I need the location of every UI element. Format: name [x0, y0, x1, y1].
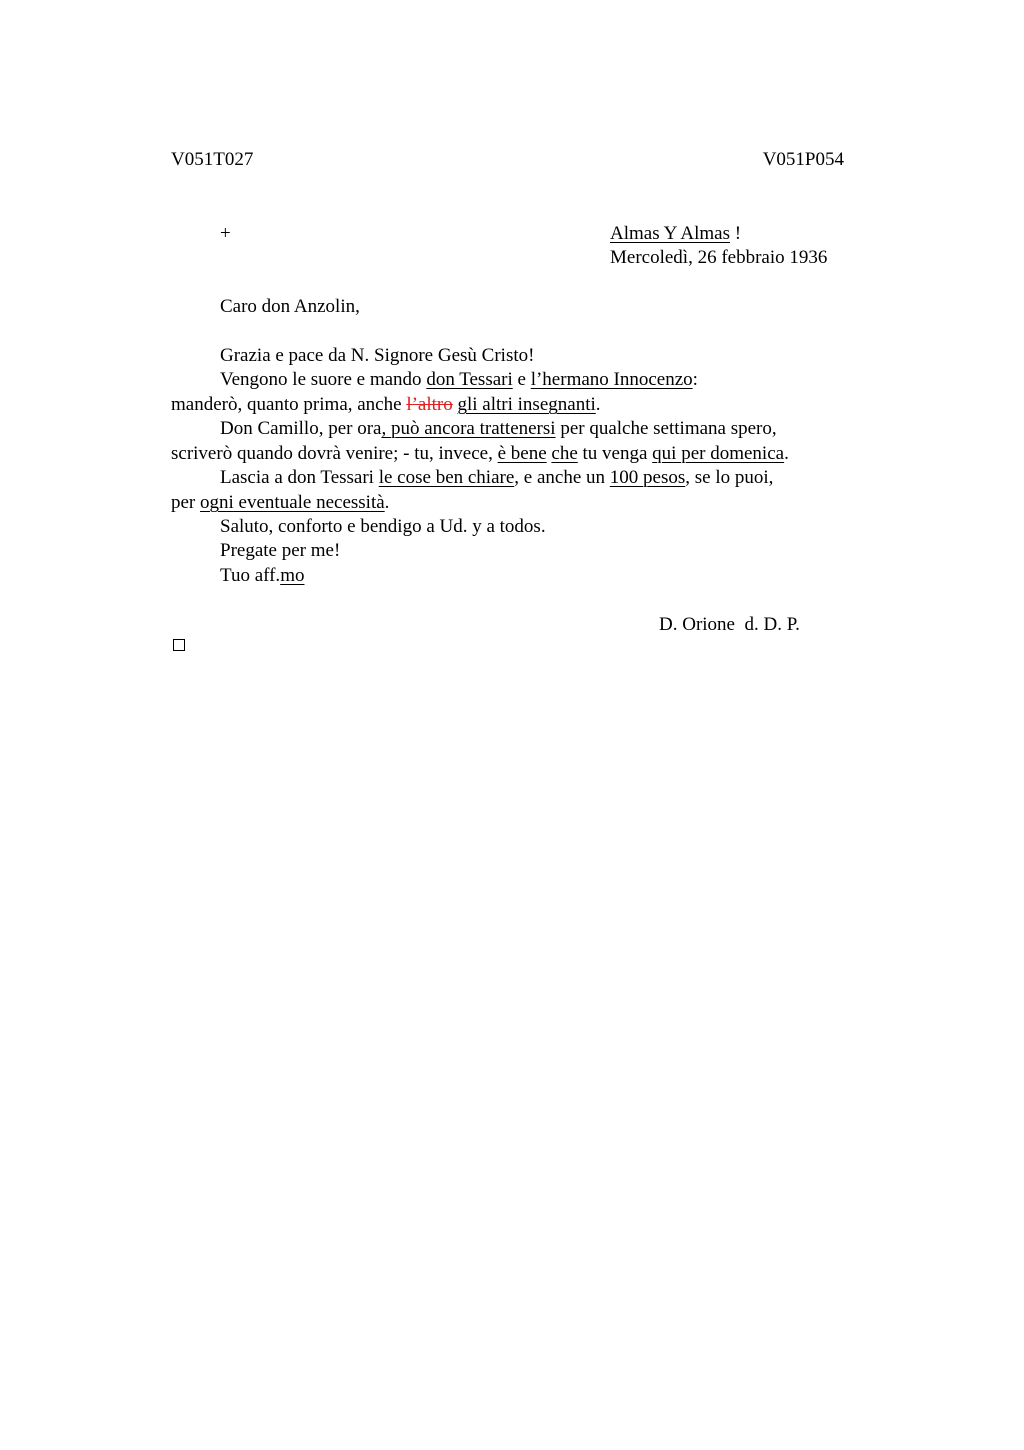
underlined-segment: è bene [497, 443, 547, 464]
text-segment: . [384, 492, 390, 513]
text-segment: : [692, 369, 698, 390]
text-segment: . [784, 443, 789, 464]
underlined-segment: le cose ben chiare [378, 467, 515, 488]
motto-suffix: ! [729, 223, 742, 244]
underlined-segment: l’hermano Innocenzo [530, 369, 693, 390]
text-segment: manderò, quanto prima, anche [171, 394, 407, 415]
underlined-segment: qui per domenica [652, 443, 785, 464]
underlined-segment: che [551, 443, 578, 464]
underlined-segment: ogni eventuale necessità [200, 492, 385, 513]
text-segment: Vengono le suore e mando [220, 369, 427, 390]
document-code-left: V051T027 [171, 149, 254, 170]
body-line-7 [171, 493, 389, 512]
text-segment: tu venga [577, 443, 653, 464]
text-segment: e [512, 369, 531, 390]
text-segment: per [171, 492, 201, 513]
text-segment: per qualche settimana spero, [555, 418, 777, 439]
text-segment: , se lo puoi, [685, 467, 774, 488]
body-line-2 [220, 370, 698, 389]
body-line-3 [171, 395, 601, 414]
underlined-segment: 100 pesos [609, 467, 686, 488]
letter-date: Mercoledì, 26 febbraio 1936 [610, 247, 828, 268]
body-line-9: Pregate per me! [220, 540, 341, 561]
text-segment: Lascia a don Tessari [220, 467, 379, 488]
body-line-10 [220, 566, 304, 585]
checkbox-square-icon [173, 639, 185, 651]
salutation: Caro don Anzolin, [220, 296, 360, 317]
body-line-5 [171, 444, 789, 463]
text-segment: Don Camillo, per ora [220, 418, 382, 439]
body-line-4 [220, 419, 777, 438]
cross-mark: + [220, 223, 231, 244]
underlined-segment: gli altri insegnanti [457, 394, 596, 415]
text-segment: scriverò quando dovrà venire; - tu, invece, [171, 443, 498, 464]
text-segment: , e anche un [514, 467, 610, 488]
underlined-segment: don Tessari [426, 369, 513, 390]
document-code-right: V051P054 [762, 149, 844, 170]
motto-text: Almas Y Almas [610, 223, 730, 244]
motto [610, 224, 741, 243]
body-line-6 [220, 468, 773, 487]
body-line-1: Grazia e pace da N. Signore Gesù Cristo! [220, 345, 535, 366]
underlined-segment: mo [280, 565, 305, 586]
underlined-segment: , può ancora trattenersi [381, 418, 556, 439]
deleted-segment: l’altro [406, 394, 453, 415]
body-line-8: Saluto, conforto e bendigo a Ud. y a todos. [220, 516, 546, 537]
text-segment: . [595, 394, 601, 415]
text-segment: Tuo aff. [220, 565, 281, 586]
signature: D. Orione d. D. P. [659, 614, 800, 635]
